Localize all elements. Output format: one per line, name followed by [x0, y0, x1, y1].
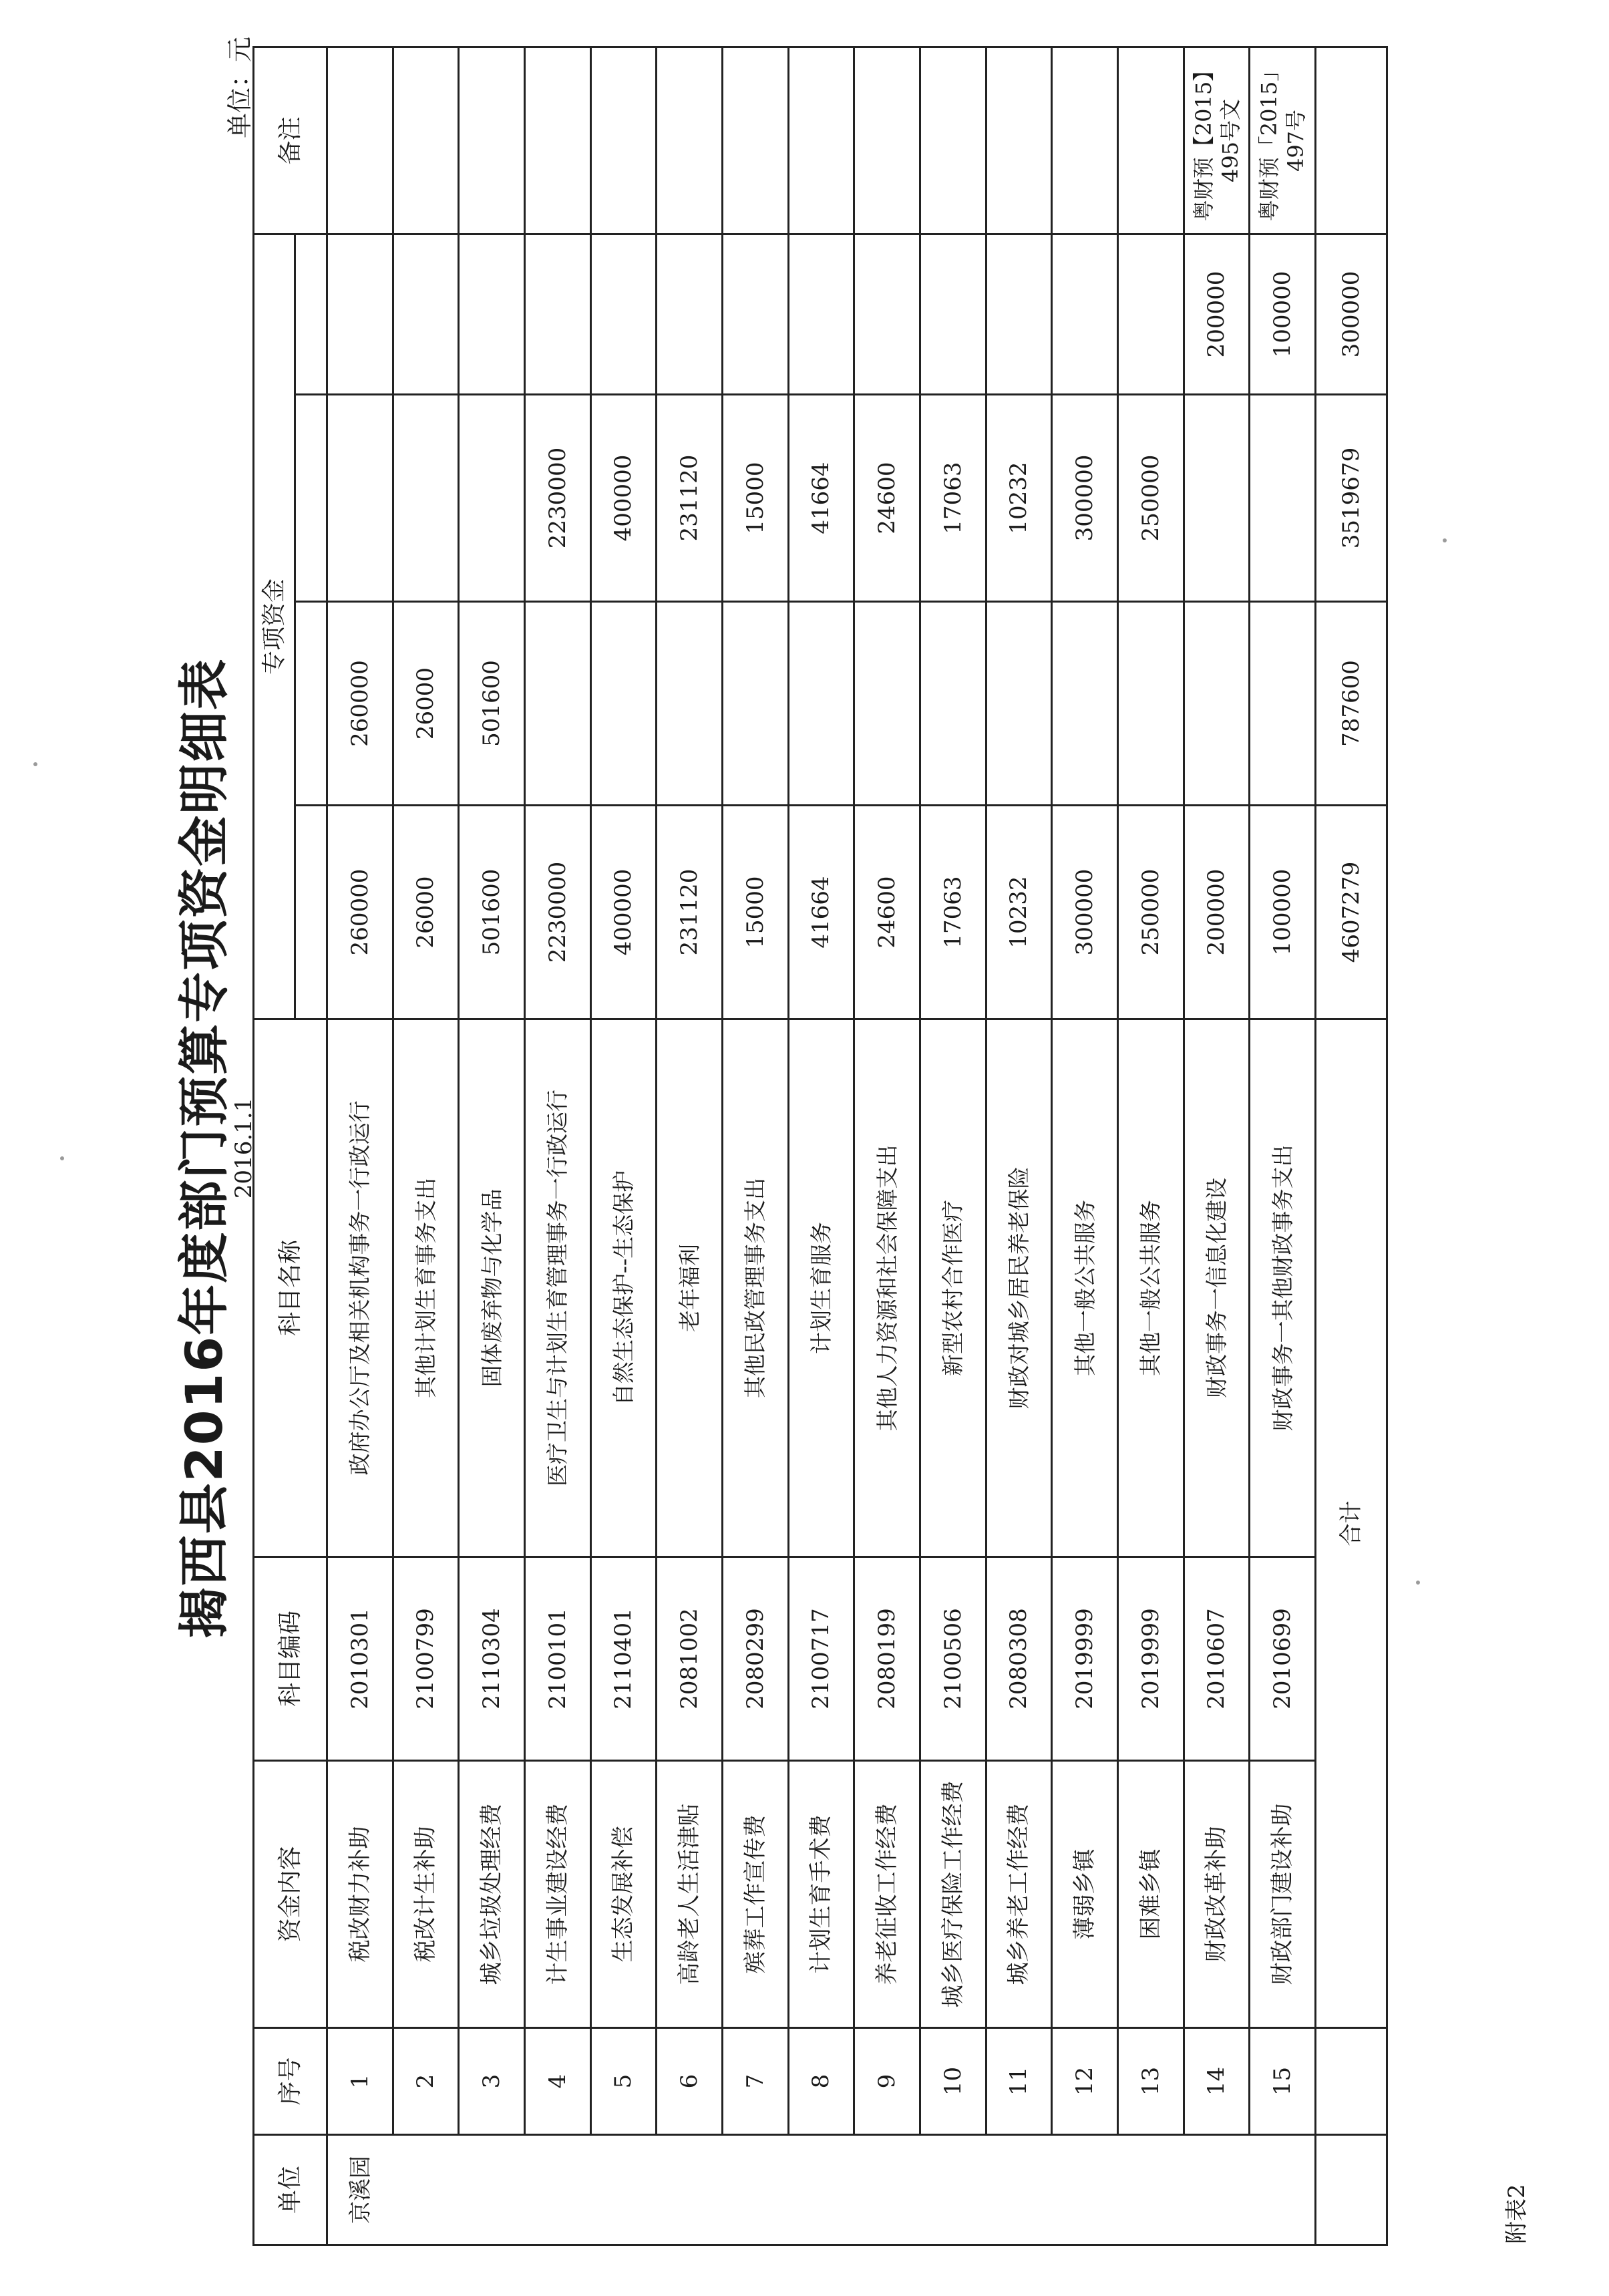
seq-cell: 7: [723, 2028, 789, 2135]
totals-seq-cell: [1316, 2028, 1387, 2135]
table-row: [788, 47, 854, 2245]
fund-b-cell: 231120: [657, 395, 723, 602]
subject-cell: 政府办公厅及相关机构事务一行政运行: [327, 1019, 393, 1557]
content-cell: 城乡垃圾处理经费: [459, 1761, 525, 2028]
subject-cell: 计划生育服务: [788, 1019, 854, 1557]
content-cell: 税改财力补助: [327, 1761, 393, 2028]
content-cell: 高龄老人生活津贴: [657, 1761, 723, 2028]
code-cell: 2081002: [657, 1557, 723, 1761]
total-amount-cell: 24600: [854, 806, 920, 1019]
fund-a-cell: [920, 602, 987, 806]
header-special-funds: 专项资金: [254, 234, 295, 1019]
fund-c-cell: [459, 234, 525, 394]
total-amount-cell: 300000: [1052, 806, 1118, 1019]
special-funds-table: [252, 46, 1388, 2246]
code-cell: 2010301: [327, 1557, 393, 1761]
remark-cell: [657, 47, 723, 234]
header-row-top: [254, 47, 295, 2245]
code-cell: 2010699: [1250, 1557, 1316, 1761]
page-title: 揭西县2016年度部门预算专项资金明细表: [174, 657, 234, 1639]
totals-unit-cell: [1316, 2135, 1387, 2245]
table-row: [1118, 47, 1184, 2245]
remark-cell: [327, 47, 393, 234]
fund-a-cell: 260000: [327, 602, 393, 806]
header-subject: 科目名称: [254, 1019, 327, 1557]
fund-c-cell: [525, 234, 591, 394]
remark-cell: [723, 47, 789, 234]
fund-b-cell: [459, 395, 525, 602]
header-remark: 备注: [254, 47, 327, 234]
content-cell: 财政部门建设补助: [1250, 1761, 1316, 2028]
scan-speck: [60, 1156, 64, 1160]
total-amount-cell: 250000: [1118, 806, 1184, 1019]
scan-speck: [33, 762, 37, 766]
code-cell: 2100101: [525, 1557, 591, 1761]
fund-c-cell: [1052, 234, 1118, 394]
remark-cell: [393, 47, 459, 234]
fund-a-cell: [590, 602, 657, 806]
content-cell: 困难乡镇: [1118, 1761, 1184, 2028]
fund-b-cell: 41664: [788, 395, 854, 602]
table-row: [854, 47, 920, 2245]
fund-a-cell: [723, 602, 789, 806]
fund-c-cell: [986, 234, 1052, 394]
currency-unit-label: 单位：元: [225, 36, 254, 138]
remark-cell: [1052, 47, 1118, 234]
total-amount-cell: 15000: [723, 806, 789, 1019]
fund-c-cell: [590, 234, 657, 394]
totals-b-cell: 3519679: [1316, 395, 1387, 602]
seq-cell: 1: [327, 2028, 393, 2135]
fund-c-cell: [1118, 234, 1184, 394]
fund-b-cell: 2230000: [525, 395, 591, 602]
fund-a-cell: [1250, 602, 1316, 806]
fund-b-cell: [1250, 395, 1316, 602]
total-amount-cell: 10232: [986, 806, 1052, 1019]
header-subcol-total: [295, 806, 327, 1019]
fund-b-cell: 24600: [854, 395, 920, 602]
fund-b-cell: 400000: [590, 395, 657, 602]
fund-b-cell: [327, 395, 393, 602]
table-row: [393, 47, 459, 2245]
code-cell: 2110304: [459, 1557, 525, 1761]
fund-a-cell: [657, 602, 723, 806]
table-row: [723, 47, 789, 2245]
fund-c-cell: [393, 234, 459, 394]
subject-cell: 新型农村合作医疗: [920, 1019, 987, 1557]
table-row: [525, 47, 591, 2245]
subject-cell: 自然生态保护--生态保护: [590, 1019, 657, 1557]
fund-b-cell: 250000: [1118, 395, 1184, 602]
seq-cell: 4: [525, 2028, 591, 2135]
total-amount-cell: 26000: [393, 806, 459, 1019]
header-code: 科目编码: [254, 1557, 327, 1761]
fund-c-cell: [723, 234, 789, 394]
subject-cell: 其他人力资源和社会保障支出: [854, 1019, 920, 1557]
seq-cell: 8: [788, 2028, 854, 2135]
remark-cell: [920, 47, 987, 234]
scan-speck: [1416, 1581, 1420, 1585]
subject-cell: 固体废弃物与化学品: [459, 1019, 525, 1557]
content-cell: 殡葬工作宣传费: [723, 1761, 789, 2028]
content-cell: 城乡医疗保险工作经费: [920, 1761, 987, 2028]
table-row: [986, 47, 1052, 2245]
fund-a-cell: 501600: [459, 602, 525, 806]
seq-cell: 14: [1184, 2028, 1250, 2135]
content-cell: 财政改革补助: [1184, 1761, 1250, 2028]
subject-cell: 医疗卫生与计划生育管理事务一行政运行: [525, 1019, 591, 1557]
remark-cell: [854, 47, 920, 234]
header-subcol-b: [295, 395, 327, 602]
header-unit: 单位: [254, 2135, 327, 2245]
header-subcol-a: [295, 602, 327, 806]
subject-cell: 其他民政管理事务支出: [723, 1019, 789, 1557]
subject-cell: 财政事务一其他财政事务支出: [1250, 1019, 1316, 1557]
remark-cell: 粤财预「2015」497号: [1250, 47, 1316, 234]
total-amount-cell: 17063: [920, 806, 987, 1019]
remark-cell: [788, 47, 854, 234]
subject-cell: 财政事务一信息化建设: [1184, 1019, 1250, 1557]
fund-b-cell: 10232: [986, 395, 1052, 602]
fund-c-cell: [854, 234, 920, 394]
total-amount-cell: 41664: [788, 806, 854, 1019]
content-cell: 计划生育手术费: [788, 1761, 854, 2028]
seq-cell: 9: [854, 2028, 920, 2135]
code-cell: 2100717: [788, 1557, 854, 1761]
total-amount-cell: 400000: [590, 806, 657, 1019]
fund-b-cell: 17063: [920, 395, 987, 602]
seq-cell: 5: [590, 2028, 657, 2135]
fund-a-cell: 26000: [393, 602, 459, 806]
fund-a-cell: [986, 602, 1052, 806]
subject-cell: 老年福利: [657, 1019, 723, 1557]
fund-c-cell: 100000: [1250, 234, 1316, 394]
header-content: 资金内容: [254, 1761, 327, 2028]
seq-cell: 3: [459, 2028, 525, 2135]
content-cell: 税改计生补助: [393, 1761, 459, 2028]
fund-a-cell: [854, 602, 920, 806]
table-row: [1052, 47, 1118, 2245]
remark-cell: [986, 47, 1052, 234]
table-row: [590, 47, 657, 2245]
header-seq: 序号: [254, 2028, 327, 2135]
seq-cell: 2: [393, 2028, 459, 2135]
content-cell: 生态发展补偿: [590, 1761, 657, 2028]
issue-date: 2016.1.1: [230, 1097, 257, 1199]
table-row: [1250, 47, 1316, 2245]
fund-b-cell: [1184, 395, 1250, 602]
table-row: [920, 47, 987, 2245]
totals-remark-cell: [1316, 47, 1387, 234]
fund-b-cell: 300000: [1052, 395, 1118, 602]
total-amount-cell: 2230000: [525, 806, 591, 1019]
scan-speck: [1443, 538, 1447, 542]
subject-cell: 其他一般公共服务: [1052, 1019, 1118, 1557]
seq-cell: 15: [1250, 2028, 1316, 2135]
fund-a-cell: [1184, 602, 1250, 806]
code-cell: 2080199: [854, 1557, 920, 1761]
unit-name-cell: 京溪园: [327, 2135, 1316, 2245]
fund-c-cell: [327, 234, 393, 394]
total-amount-cell: 231120: [657, 806, 723, 1019]
seq-cell: 12: [1052, 2028, 1118, 2135]
fund-c-cell: 200000: [1184, 234, 1250, 394]
code-cell: 2019999: [1118, 1557, 1184, 1761]
code-cell: 2080308: [986, 1557, 1052, 1761]
total-amount-cell: 260000: [327, 806, 393, 1019]
totals-label-cell: 合计: [1316, 1019, 1387, 2028]
subject-cell: 其他一般公共服务: [1118, 1019, 1184, 1557]
totals-total-cell: 4607279: [1316, 806, 1387, 1019]
fund-c-cell: [920, 234, 987, 394]
totals-a-cell: 787600: [1316, 602, 1387, 806]
remark-cell: [525, 47, 591, 234]
fund-c-cell: [657, 234, 723, 394]
fund-a-cell: [525, 602, 591, 806]
total-amount-cell: 100000: [1250, 806, 1316, 1019]
header-subcol-c: [295, 234, 327, 394]
fund-a-cell: [1052, 602, 1118, 806]
fund-a-cell: [1118, 602, 1184, 806]
table-row: [1184, 47, 1250, 2245]
remark-cell: [459, 47, 525, 234]
code-cell: 2019999: [1052, 1557, 1118, 1761]
content-cell: 计生事业建设经费: [525, 1761, 591, 2028]
total-amount-cell: 501600: [459, 806, 525, 1019]
content-cell: 薄弱乡镇: [1052, 1761, 1118, 2028]
table-row: [459, 47, 525, 2245]
seq-cell: 11: [986, 2028, 1052, 2135]
total-amount-cell: 200000: [1184, 806, 1250, 1019]
fund-b-cell: [393, 395, 459, 602]
fund-c-cell: [788, 234, 854, 394]
remark-cell: 粤财预【2015】495号文: [1184, 47, 1250, 234]
subject-cell: 其他计划生育事务支出: [393, 1019, 459, 1557]
fund-b-cell: 15000: [723, 395, 789, 602]
seq-cell: 6: [657, 2028, 723, 2135]
attachment-label: 附表2: [1503, 2184, 1530, 2244]
code-cell: 2010607: [1184, 1557, 1250, 1761]
remark-cell: [1118, 47, 1184, 234]
content-cell: 城乡养老工作经费: [986, 1761, 1052, 2028]
seq-cell: 10: [920, 2028, 987, 2135]
fund-a-cell: [788, 602, 854, 806]
content-cell: 养老征收工作经费: [854, 1761, 920, 2028]
code-cell: 2110401: [590, 1557, 657, 1761]
code-cell: 2100506: [920, 1557, 987, 1761]
code-cell: 2080299: [723, 1557, 789, 1761]
table-row: [657, 47, 723, 2245]
totals-row: [1316, 47, 1387, 2245]
totals-c-cell: 300000: [1316, 234, 1387, 394]
code-cell: 2100799: [393, 1557, 459, 1761]
table-row: [327, 47, 393, 2245]
seq-cell: 13: [1118, 2028, 1184, 2135]
subject-cell: 财政对城乡居民养老保险: [986, 1019, 1052, 1557]
remark-cell: [590, 47, 657, 234]
